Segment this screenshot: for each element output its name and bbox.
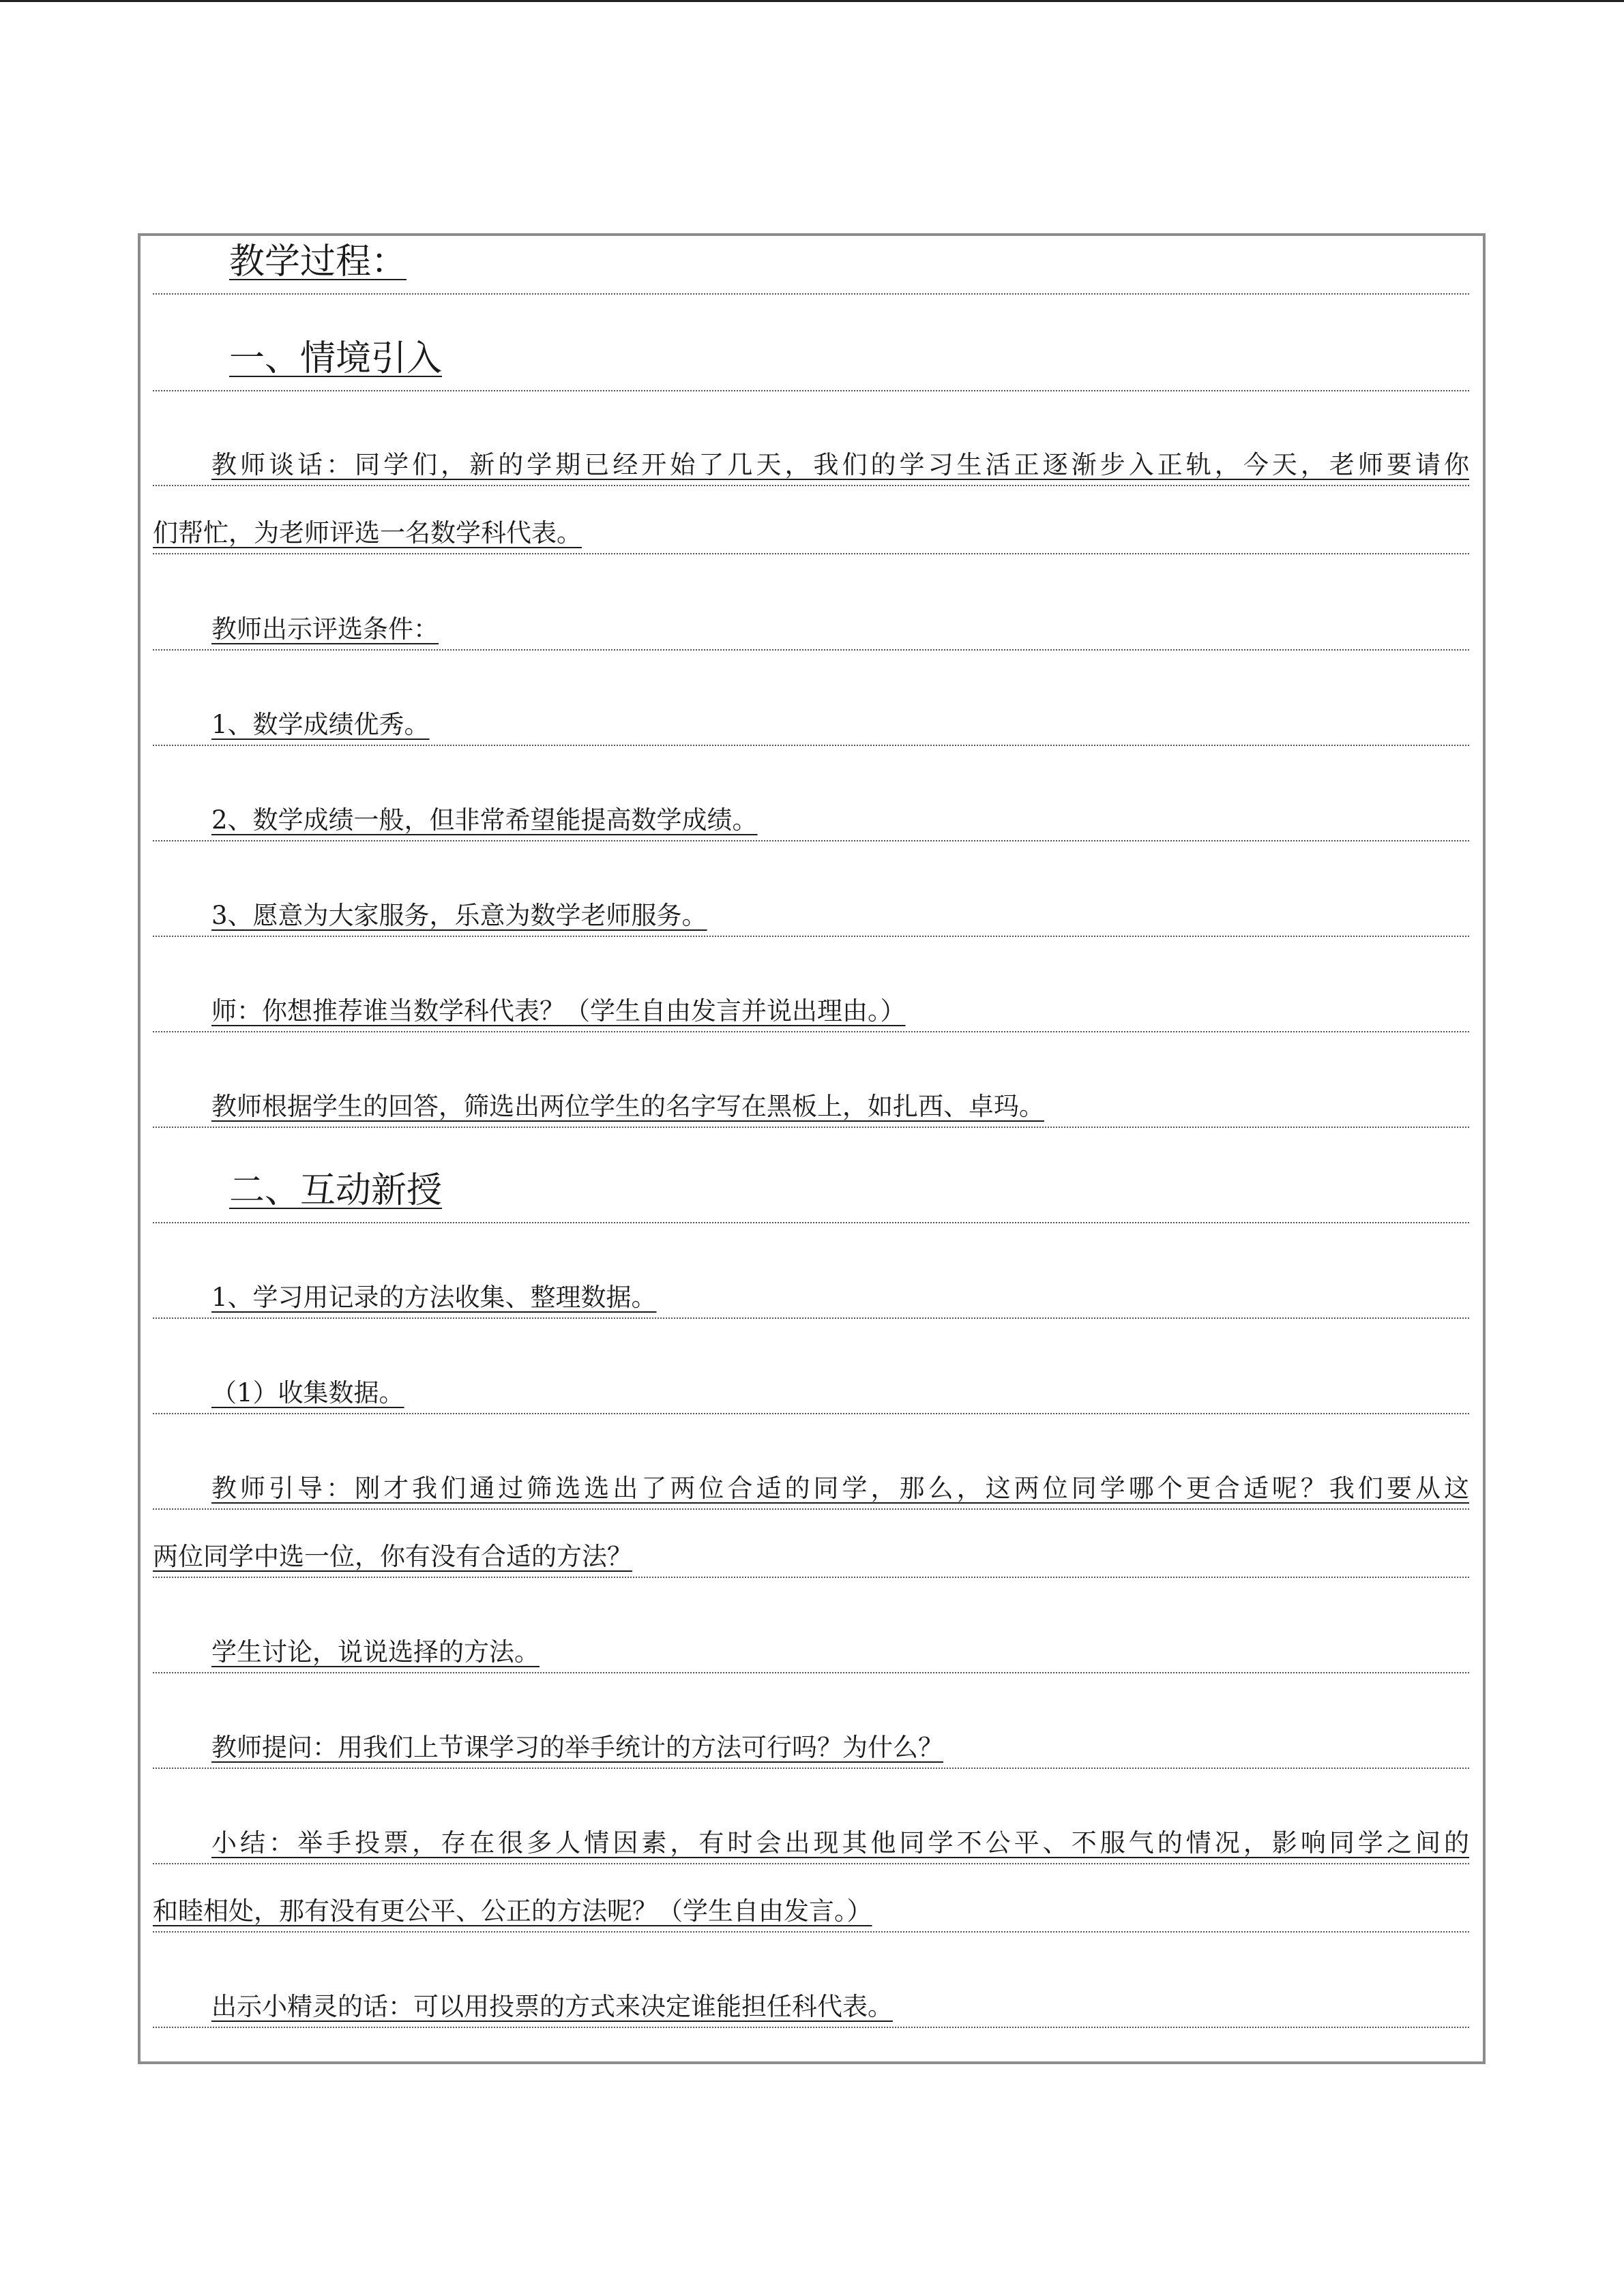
criteria-intro: 教师出示评选条件： [211,614,439,644]
content-frame [138,233,1486,2064]
guide-line-2 [153,1538,1469,1578]
teacher-talk-line-1 [153,447,1469,486]
shortlist-line [153,1088,1469,1128]
guide-line-1 [153,1470,1469,1510]
teacher-talk-line-2 [153,515,1469,554]
section-title-line [153,233,1469,295]
item1-line [153,1279,1469,1319]
summary-line-1 [153,1825,1469,1864]
summary-text-2: 和睦相处，那有没有更公平、公正的方法呢？（学生自由发言。） [153,1896,872,1926]
criteria-item-3-text: 3、愿意为大家服务，乐意为数学老师服务。 [211,901,707,930]
guide-text-1: 教师引导：刚才我们通过筛选选出了两位合适的同学，那么，这两位同学哪个更合适呢？我们要从这 [211,1474,1469,1503]
elf-words-text: 出示小精灵的话：可以用投票的方式来决定谁能担任科代表。 [211,1992,893,2021]
part2-heading: 二、互动新授 [229,1170,443,1211]
teacher-talk-text-2: 们帮忙，为老师评选一名数学科代表。 [153,518,582,548]
part2-heading-line [153,1162,1469,1223]
summary-line-2 [153,1893,1469,1933]
criteria-item-1 [153,706,1469,746]
question-line [153,993,1469,1032]
criteria-item-2-text: 2、数学成绩一般，但非常希望能提高数学成绩。 [211,805,758,835]
criteria-item-2 [153,802,1469,841]
sub1-text: （1）收集数据。 [211,1378,404,1407]
question-text: 师：你想推荐谁当数学科代表？（学生自由发言并说出理由。） [211,996,906,1026]
elf-words-line [153,1988,1469,2028]
shortlist-text: 教师根据学生的回答，筛选出两位学生的名字写在黑板上，如扎西、卓玛。 [211,1092,1044,1121]
sub1-line [153,1375,1469,1414]
part1-heading-line [153,330,1469,391]
summary-text-1: 小结：举手投票，存在很多人情因素，有时会出现其他同学不公平、不服气的情况，影响同学之间的 [211,1828,1469,1858]
criteria-item-3 [153,897,1469,937]
criteria-item-1-text: 1、数学成绩优秀。 [211,710,430,739]
ask-text: 教师提问：用我们上节课学习的举手统计的方法可行吗？为什么？ [211,1733,943,1762]
teacher-talk-text-1: 教师谈话：同学们，新的学期已经开始了几天，我们的学习生活正逐渐步入正轨，今天，老师要请你 [211,450,1469,479]
part1-heading: 一、情境引入 [229,338,443,379]
guide-text-2: 两位同学中选一位，你有没有合适的方法？ [153,1542,632,1571]
section-title: 教学过程： [229,241,407,282]
criteria-intro-line [153,611,1469,651]
ask-line [153,1729,1469,1769]
page-top-border [0,0,1624,2]
discussion-text: 学生讨论，说说选择的方法。 [211,1637,540,1667]
discussion-line [153,1634,1469,1673]
item1-text: 1、学习用记录的方法收集、整理数据。 [211,1283,657,1312]
